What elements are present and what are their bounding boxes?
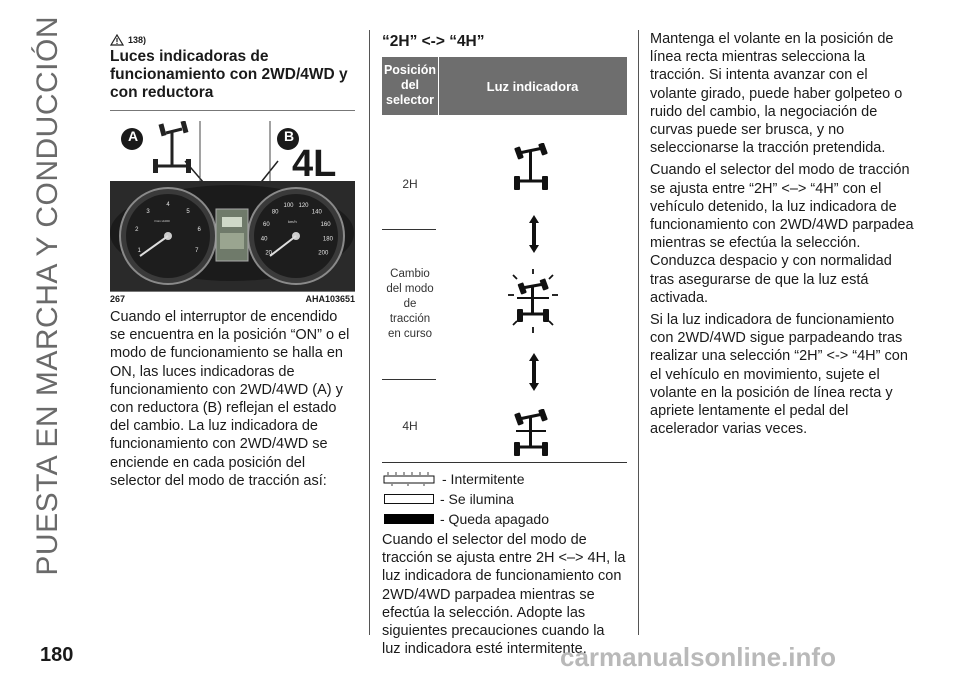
blinking-4wd-indicator-icon: [508, 269, 558, 333]
column-1: [110, 30, 355, 494]
row-divider: [382, 379, 436, 380]
table-bottom-rule: [382, 462, 627, 463]
legend-off-text: - Queda apagado: [440, 511, 549, 527]
row-4h-label: 4H: [402, 419, 418, 433]
column-divider-2: [638, 30, 639, 635]
body-paragraph: Cuando el interruptor de encendido se encuentra en la posición “ON” o el modo de funcionamiento se halla en ON, las luces indicadoras de funcionamiento con 2WD/4WD (A) y con reductora (B) reflejan el estado del cambio. La luz indicadora de funcionamiento con 2WD/4WD se enciende en cada posición del selector del modo de tracción así:: [110, 309, 350, 489]
figure-top-rule: [110, 110, 355, 111]
column-2: [382, 30, 627, 662]
row-2h-label: 2H: [402, 177, 418, 191]
gauge-tick-label: 2: [135, 226, 139, 233]
section-title: PUESTA EN MARCHA Y CONDUCCIÓN: [31, 16, 64, 576]
speedometer-unit: km/h: [288, 219, 297, 224]
page-number: 180: [40, 644, 74, 666]
tachometer-unit: r/min x1000: [154, 219, 170, 223]
column-divider-1: [369, 30, 370, 635]
body-paragraph: Cuando el selector del modo de tracción se ajusta entre 2H <–> 4H, la luz indicadora de funcionamiento con 2WD/4WD parpadea mientras se efectúa la selección. Adopte las siguientes precauciones cuando la luz indicadora esté intermitente.: [382, 532, 626, 658]
gauge-tick-label: 80: [271, 209, 279, 216]
column-3: [650, 30, 915, 442]
figure-caption: [110, 294, 355, 304]
instrument-cluster-figure: [110, 121, 355, 291]
lit-swatch-icon: [384, 494, 434, 504]
gauge-tick-label: 4: [166, 202, 170, 208]
gauge-tick-label: 100: [283, 202, 294, 209]
gauge-tick-label: 160: [320, 221, 331, 228]
paragraph-steering: Mantenga el volante en la posición de línea recta mientras selecciona la tracción. Si intenta avanzar con el volante girado, puede haber golpeteo o ruido del cambio, la negociación de curvas puede ser brusca, y no seleccionarse la tracción pretendida.: [650, 31, 903, 157]
gauge-tick-label: 120: [298, 202, 309, 209]
gauge-tick-label: 7: [195, 247, 199, 254]
header-position: Posición del selector: [383, 63, 437, 107]
gauge-tick-label: 6: [197, 226, 201, 233]
legend-item-blinking: [382, 469, 627, 489]
figure-bottom-rule: [110, 291, 355, 292]
callout-a-label: A: [128, 128, 139, 144]
legend-item-off: [382, 509, 627, 529]
legend: [382, 469, 627, 529]
gauge-tick-label: 180: [322, 236, 333, 243]
legend-lit-text: - Se ilumina: [440, 491, 514, 507]
header-light: Luz indicadora: [486, 79, 579, 94]
double-arrow-icon: [529, 215, 539, 253]
section-sidebar: [26, 16, 70, 616]
row-divider: [382, 229, 436, 230]
low-range-indicator-text: 4L: [292, 143, 337, 185]
warning-triangle-icon: [110, 34, 124, 46]
table-heading: “2H” <-> “4H”: [382, 33, 485, 50]
callout-b-label: B: [284, 128, 295, 144]
gauge-tick-label: 60: [263, 221, 270, 228]
paragraph-stopped: Cuando el selector del modo de tracción se ajusta entre “2H” <–> “4H” con el vehículo detenido, la luz indicadora de funcionamiento con 2WD/4WD parpadea mientras se efectúa la selección. Conduzca despacio y con normalidad tras asegurarse de que la luz está activada.: [650, 162, 914, 306]
double-arrow-icon: [529, 353, 539, 391]
gauge-tick-label: 3: [146, 209, 150, 215]
blinking-swatch-icon: [382, 472, 436, 486]
gauge-tick-label: 200: [318, 250, 329, 257]
paragraph-moving: Si la luz indicadora de funcionamiento con 2WD/4WD sigue parpadeando tras realizar una selección “2H” <-> “4H” con el vehículo en movimiento, sujete el volante en la posición de línea recta y apriete lentamente el pedal del acelerador varias veces.: [650, 312, 908, 438]
warning-ref-text: 138): [128, 35, 147, 45]
gauge-tick-label: 20: [265, 250, 273, 257]
section-heading: Luces indicadoras de funcionamiento con 2WD/4WD y con reductora: [110, 48, 348, 101]
2wd-indicator-icon: [510, 143, 554, 195]
warning-reference: [110, 34, 355, 46]
gauge-tick-label: 5: [186, 209, 190, 215]
legend-blinking-text: - Intermitente: [442, 471, 525, 487]
watermark: carmanualsonline.info: [560, 642, 836, 672]
figure-number: 267: [110, 294, 126, 304]
gauge-tick-label: 140: [311, 209, 322, 216]
off-swatch-icon: [384, 514, 434, 524]
indicator-table: [382, 57, 627, 463]
gauge-tick-label: 40: [260, 236, 268, 243]
figure-code: AHA103651: [305, 294, 355, 304]
4wd-indicator-icon: [510, 409, 554, 461]
gauge-tick-label: 1: [137, 247, 141, 254]
legend-item-lit: [382, 489, 627, 509]
row-change-label: Cambio del modo de tracción en curso: [386, 268, 434, 340]
